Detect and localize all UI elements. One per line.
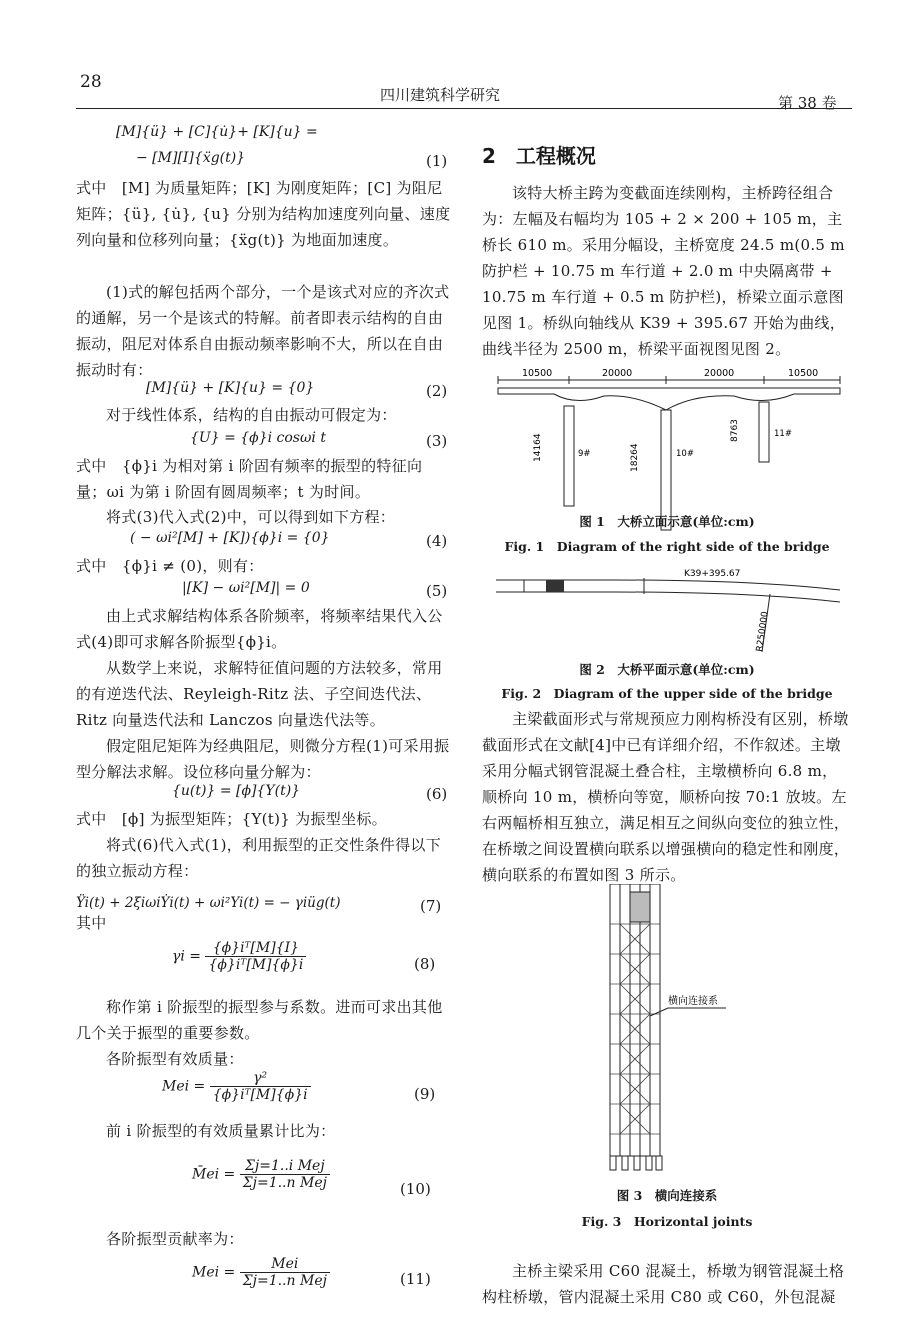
equation-7: Ÿi(t) + 2ξiωiẎi(t) + ωi²Yi(t) = − γiüg(t) (76, 895, 341, 911)
eq8-fraction (205, 940, 306, 973)
deck-edge-bottom (496, 592, 840, 602)
equation-8-number: (8) (414, 955, 436, 973)
span-label-1: 10500 (522, 368, 553, 379)
eq8-numerator: {ϕ}iᵀ[M]{I} (205, 940, 306, 957)
girder-outline (498, 388, 840, 410)
equation-8 (172, 940, 306, 973)
paragraph: 将式(3)代入式(2)中，可以得到如下方程： (106, 508, 396, 526)
pier-label-10: 10# (676, 449, 694, 459)
figure-2-caption-cn: 图 2 大桥平面示意(单位:cm) (579, 662, 755, 677)
paragraph: 假定阻尼矩阵为经典阻尼，则微分方程(1)可采用振型分解法求解。设位移向量分解为： (76, 737, 450, 781)
equation-7-number: (7) (420, 897, 442, 915)
equation-1-number: (1) (426, 152, 448, 170)
paragraph: (1)式的解包括两个部分，一个是该式对应的齐次式的通解，另一个是该式的特解。前者即表示结构的自由振动，阻尼对体系自由振动频率影响不大，所以在自由振动时有： (76, 283, 450, 379)
label-leader (650, 1008, 668, 1016)
eq9-numerator: γ² (210, 1070, 311, 1087)
equation-4: ( − ωi²[M] + [K]){ϕ}i = {0} (130, 530, 330, 546)
eq8-lhs: γi = (172, 948, 202, 965)
span-label-2: 20000 (602, 368, 633, 379)
paragraph: 主梁截面形式与常规预应力刚构桥没有区别，桥墩截面形式在文献[4]中已有详细介绍，不作叙述。主墩采用分幅式钢管混凝土叠合柱，主墩横桥向 6.8 m，顺桥向 10 m，横桥向等宽，顺桥向按 70:1 放坡。左右两幅桥相互独立，满足相互之间纵向变位的独立性，在桥墩之间设置横向联系以增强横向的稳定性和刚度，横向联系的布置如图 3 所示。 (482, 710, 850, 884)
equation-5-number: (5) (426, 582, 448, 600)
figure-3-caption-en: Fig. 3 Horizontal joints (581, 1214, 753, 1229)
pier-label-11: 11# (774, 429, 792, 439)
radius-label: R250000 (755, 610, 771, 653)
pier-height-10: 18264 (630, 443, 640, 472)
equation-3-number: (3) (426, 432, 448, 450)
equation-1-line-2: − [M][I]{ẍg(t)} (136, 150, 246, 166)
paragraph: 式中 [M] 为质量矩阵；[K] 为刚度矩阵；[C] 为阻尼矩阵；{ü}, {u̇}, {u} 分别为结构加速度列向量、速度列向量和位移列向量；{ẍg(t)} 为地面加速度。 (76, 179, 451, 249)
pier-11 (759, 402, 769, 462)
equation-4-number: (4) (426, 532, 448, 550)
section-title: 2 工程概况 (482, 144, 596, 168)
equation-2-number: (2) (426, 382, 448, 400)
paragraph: 从数学上来说，求解特征值问题的方法较多，常用的有逆迭代法、Reyleigh-Ritz 法、子空间迭代法、Ritz 向量迭代法和 Lanczos 向量迭代法等。 (76, 659, 443, 729)
paragraph: 前 i 阶振型的有效质量累计比为： (106, 1122, 336, 1140)
paragraph: 各阶振型贡献率为： (106, 1230, 244, 1248)
paragraph: 式中 [ϕ] 为振型矩阵；{Y(t)} 为振型坐标。 (76, 810, 387, 828)
header-rule (76, 108, 852, 109)
pier-height-9: 14164 (533, 433, 543, 462)
figure-2-bridge-plan (494, 566, 844, 658)
equation-10 (192, 1158, 330, 1191)
pile-feet (610, 1156, 662, 1170)
eq11-lhs: Mei = (192, 1264, 236, 1281)
bracing-label: 横向连接系 (668, 996, 718, 1007)
equation-6-number: (6) (426, 785, 448, 803)
eq10-numerator: Σj=1..i Mej (240, 1158, 330, 1175)
equation-1-line-1: [M]{ü} + [C]{u̇}+ [K]{u} = (116, 124, 318, 140)
paragraph: 式中 {ϕ}i 为相对第 i 阶固有频率的振型的特征向量；ωi 为第 i 阶固有圆周频率；t 为时间。 (76, 457, 423, 501)
station-label: K39+395.67 (684, 569, 741, 579)
figure-1-caption-en: Fig. 1 Diagram of the right side of the bridge (504, 539, 830, 554)
eq9-lhs: Mei = (162, 1078, 206, 1095)
paragraph: 将式(6)代入式(1)，利用振型的正交性条件得以下的独立振动方程： (76, 836, 441, 880)
label-qizhong: 其中 (76, 914, 107, 932)
eq9-fraction (210, 1070, 311, 1103)
paragraph: 对于线性体系，结构的自由振动可假定为： (106, 406, 397, 424)
figure-1-bridge-elevation (494, 366, 844, 532)
equation-3: {U} = {ϕ}i cosωi t (190, 430, 326, 446)
abutment-block (546, 580, 564, 592)
column-outline (610, 884, 660, 1156)
paragraph: 各阶振型有效质量： (106, 1050, 244, 1068)
equation-6: {u(t)} = [ϕ]{Y(t)} (172, 783, 301, 799)
volume-label: 第 38 卷 (778, 94, 837, 112)
equation-9-number: (9) (414, 1085, 436, 1103)
eq11-fraction (240, 1256, 330, 1289)
eq10-lhs: M̄ei = (192, 1166, 236, 1183)
bracing-panels (610, 924, 660, 1134)
paragraph: 由上式求解结构体系各阶频率，将频率结果代入公式(4)即可求解各阶振型{ϕ}i。 (76, 607, 443, 651)
paragraph: 主桥主梁采用 C60 混凝土，桥墩为钢管混凝土格构柱桥墩，管内混凝土采用 C80 或 C60，外包混凝 (482, 1262, 845, 1306)
equation-11 (192, 1256, 330, 1289)
eq9-denominator: {ϕ}iᵀ[M]{ϕ}i (212, 1087, 308, 1103)
equation-9 (162, 1070, 311, 1103)
eq11-denominator: Σj=1..n Mej (242, 1273, 327, 1289)
journal-title: 四川建筑科学研究 (380, 86, 501, 104)
equation-5: |[K] − ωi²[M]| = 0 (182, 580, 310, 596)
paragraph: 式中 {ϕ}i ≠ (0)，则有： (76, 557, 264, 575)
equation-2: [M]{ü} + [K]{u} = {0} (146, 380, 315, 396)
equation-11-number: (11) (400, 1270, 431, 1288)
eq10-fraction (240, 1158, 330, 1191)
paragraph: 该特大桥主跨为变截面连续刚构，主桥跨径组合为：左幅及右幅均为 105 + 2 × 200 + 105 m，主桥长 610 m。采用分幅设，主桥宽度 24.5 m(0.5 m 防护栏 + 10.75 m 车行道 + 2.0 m 中央隔离带 + 10.75 m 车行道 + 0.5 m 防护栏)，桥梁立面示意图见图 1。桥纵向轴线从 K39 + 395.67 开始为曲线，曲线半径为 2500 m，桥梁平面视图见图 2。 (482, 184, 846, 358)
span-label-4: 10500 (788, 368, 819, 379)
page-number: 28 (80, 72, 102, 92)
figure-3-caption-cn: 图 3 横向连接系 (616, 1188, 718, 1203)
eq8-denominator: {ϕ}iᵀ[M]{ϕ}i (208, 957, 304, 973)
paragraph: 称作第 i 阶振型的振型参与系数。进而可求出其他几个关于振型的重要参数。 (76, 998, 443, 1042)
column-top-block (630, 892, 650, 922)
equation-10-number: (10) (400, 1180, 431, 1198)
figure-3-horizontal-joints (596, 884, 746, 1174)
pier-height-11: 8763 (730, 419, 740, 442)
figure-1-caption-cn: 图 1 大桥立面示意(单位:cm) (579, 514, 755, 529)
span-label-3: 20000 (704, 368, 735, 379)
pier-label-9: 9# (578, 449, 591, 459)
figure-2-caption-en: Fig. 2 Diagram of the upper side of the bridge (501, 686, 833, 701)
pier-9 (564, 406, 574, 506)
eq11-numerator: Mei (240, 1256, 330, 1273)
eq10-denominator: Σj=1..n Mej (242, 1175, 327, 1191)
